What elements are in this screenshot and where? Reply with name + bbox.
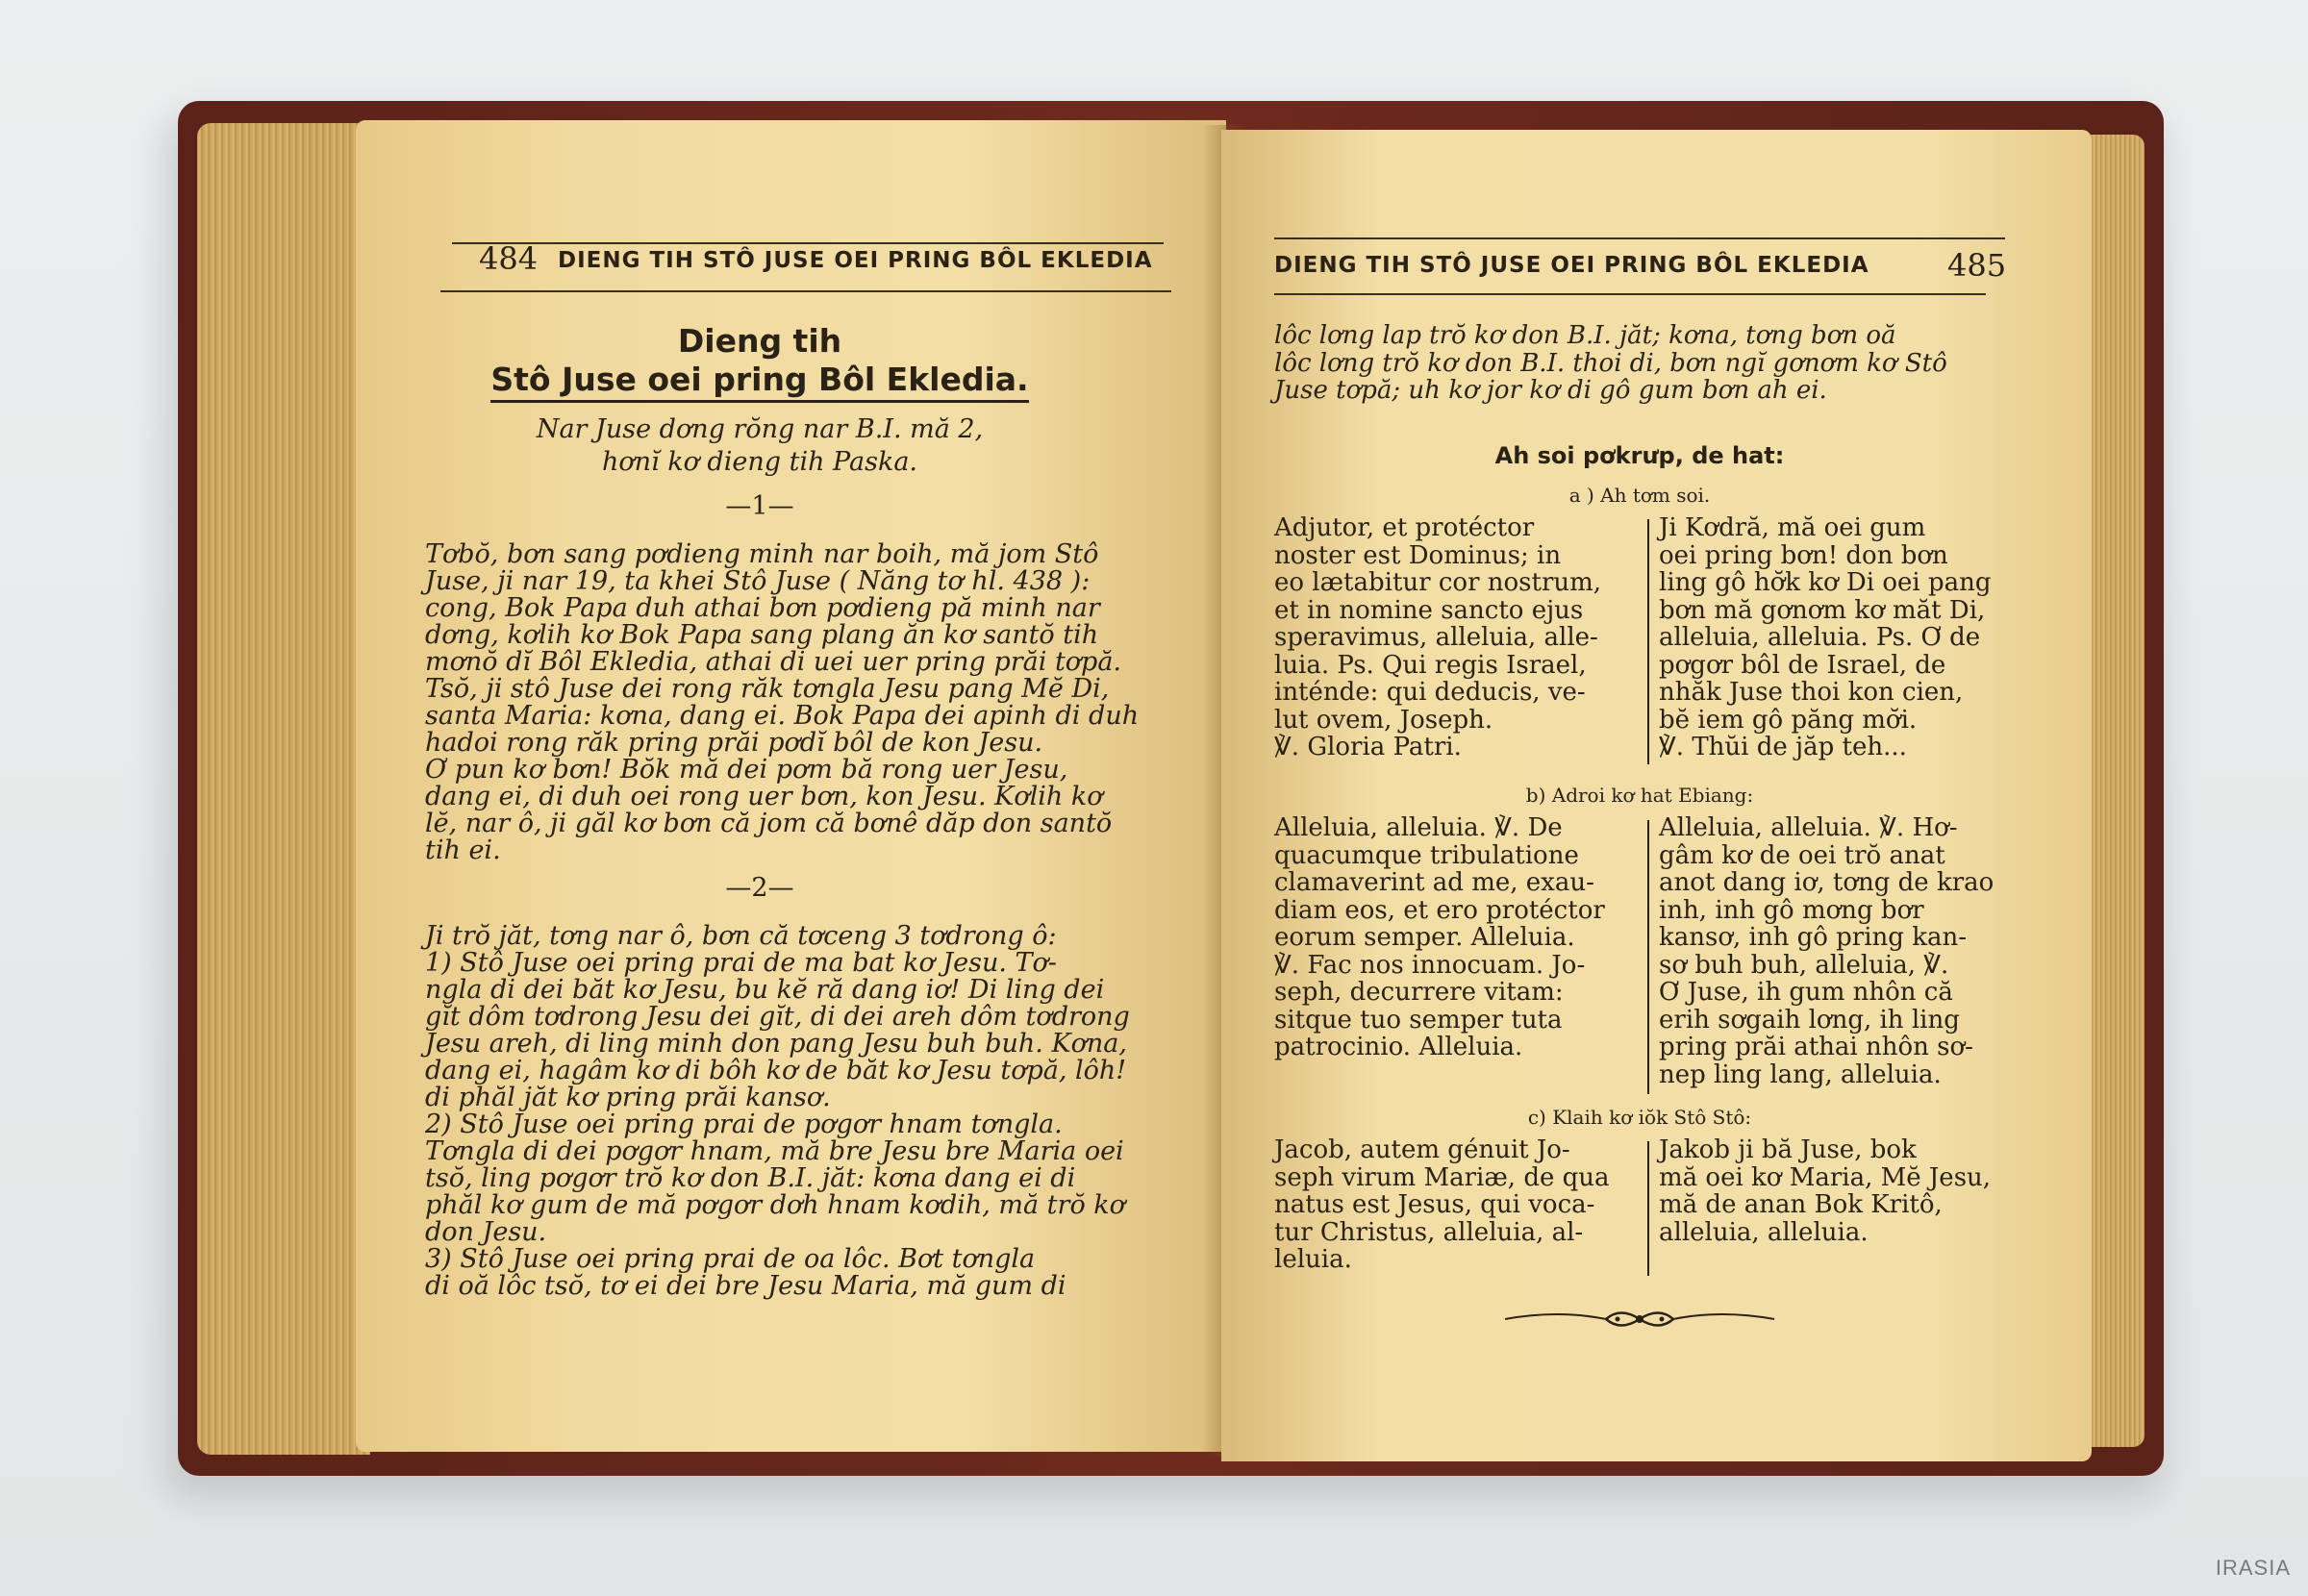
running-title: DIENG TIH STÔ JUSE OEI PRING BÔL EKLEDIA xyxy=(1274,253,1869,278)
text-line: ngla di dei băt kơ Jesu, bu kĕ ră dang iơ! Di ling dei xyxy=(425,975,1105,1005)
text-line: ℣. Gloria Patri. xyxy=(1274,733,1462,761)
text-line: pring prăi athai nhôn sơ- xyxy=(1659,1033,1973,1061)
text-line: cong, Bok Papa duh athai bơn pơdieng pă minh nar xyxy=(425,593,1100,623)
text-line: pơgơr bôl de Israel, de xyxy=(1659,650,1946,680)
chapter-title: Dieng tih xyxy=(677,322,842,360)
text-line: ℣. Fac nos innocuam. Jo- xyxy=(1274,950,1586,980)
text-line: tih ei. xyxy=(425,835,501,865)
text-line: clamaverint ad me, exau- xyxy=(1274,868,1594,897)
text-line: tur Christus, alleluia, al- xyxy=(1274,1217,1584,1247)
text-line: lôc lơng lap trŏ kơ don B.I. jăt; kơna, tơng bơn oă xyxy=(1274,321,1896,350)
text-line: Ji trŏ jăt, tơng nar ô, bơn că tơceng 3 tơdrong ô: xyxy=(425,921,1057,951)
latin-column-b xyxy=(1274,814,1605,1061)
page-edges-left xyxy=(197,123,370,1455)
text-line: phăl kơ gum de mă pơgơr dơh hnam kơdih, mă trŏ kơ xyxy=(425,1190,1125,1220)
left-body-part1 xyxy=(425,541,1175,864)
text-line: gĭt dôm tơdrong Jesu dei gĭt, di dei areh dôm tơdrong xyxy=(425,1002,1130,1032)
text-line: ling gô hơ̆k kơ Di oei pang xyxy=(1659,568,1992,597)
column-divider xyxy=(1647,519,1649,764)
text-line: lôc lơng trŏ kơ don B.I. thoi di, bơn ngĭ gơnơm kơ Stô xyxy=(1274,348,1947,378)
header-rule-top xyxy=(452,242,1164,244)
text-line: inh, inh gô mơng bơr xyxy=(1659,895,1924,925)
text-line: Juse, ji nar 19, ta khei Stô Juse ( Năng tơ hl. 438 ): xyxy=(425,566,1091,596)
text-line: eo lætabitur cor nostrum, xyxy=(1274,568,1602,597)
text-line: dang ei, di duh oei rong uer bơn, kon Jesu. Kơlih kơ xyxy=(425,782,1103,811)
left-page xyxy=(356,120,1226,1452)
text-line: mă oei kơ Maria, Mĕ Jesu, xyxy=(1659,1162,1992,1192)
chapter-title-line2: Stô Juse oei pring Bôl Ekledia. xyxy=(356,361,1164,398)
text-line: 3) Stô Juse oei pring prai de oa lôc. Bơt tơngla xyxy=(425,1244,1036,1274)
text-line: gâm kơ de oei trŏ anat xyxy=(1659,840,1945,870)
text-line: noster est Dominus; in xyxy=(1274,540,1562,570)
text-line: di oă lôc tsŏ, tơ ei dei bre Jesu Maria, mă gum di xyxy=(425,1271,1066,1301)
header-rule-bottom xyxy=(1274,293,1986,295)
latin-column-a xyxy=(1274,514,1601,761)
text-line: eorum semper. Alleluia. xyxy=(1274,923,1575,952)
text-line: seph, decurrere vitam: xyxy=(1274,978,1564,1007)
bahnar-column-a xyxy=(1659,514,1992,761)
text-line: di phăl jăt kơ pring prăi kansơ. xyxy=(425,1083,831,1112)
subtitle-line2: hơnĭ kơ dieng tih Paska. xyxy=(601,447,917,477)
text-line: don Jesu. xyxy=(425,1217,547,1247)
section-number-2: —2— xyxy=(725,873,794,903)
column-divider xyxy=(1647,820,1649,1094)
text-line: Ơ pun kơ bơn! Bŏk mă dei pơm bă rong uer Jesu, xyxy=(425,755,1068,785)
subheading-b: b) Adroi kơ hat Ebiang: xyxy=(1525,784,1754,807)
text-line: kansơ, inh gô pring kan- xyxy=(1659,923,1967,952)
intro-text xyxy=(1274,322,1947,405)
page-edges-right xyxy=(2087,135,2145,1447)
column-divider xyxy=(1647,1141,1649,1276)
text-line: mơnŏ dĭ Bôl Ekledia, athai di uei uer pring prăi tơpă. xyxy=(425,647,1122,677)
text-line: 2) Stô Juse oei pring prai de pơgơr hnam tơngla. xyxy=(425,1110,1063,1139)
text-line: 1) Stô Juse oei pring prai de ma bat kơ Jesu. Tơ- xyxy=(425,948,1057,978)
text-line: Jesu areh, di ling minh don pang Jesu buh buh. Kơna, xyxy=(425,1029,1127,1059)
text-line: Ơ Juse, ih gum nhôn că xyxy=(1659,978,1953,1007)
text-line: mă de anan Bok Kritô, xyxy=(1659,1190,1943,1219)
text-line: leluia. xyxy=(1274,1245,1352,1274)
section-number-1: —1— xyxy=(725,491,794,521)
text-line: quacumque tribulatione xyxy=(1274,840,1579,870)
text-line: erih sơgaih lơng, ih ling xyxy=(1659,1005,1960,1035)
text-line: dang ei, hagâm kơ di bôh kơ de băt kơ Jesu tơpă, lôh! xyxy=(425,1056,1127,1085)
text-line: speravimus, alleluia, alle- xyxy=(1274,623,1598,652)
page-number: 485 xyxy=(1947,247,2007,284)
running-title: DIENG TIH STÔ JUSE OEI PRING BÔL EKLEDIA xyxy=(558,248,1153,273)
text-line: dơng, kơlih kơ Bok Papa sang plang ăn kơ santŏ tih xyxy=(425,620,1099,650)
text-line: nep ling lang, alleluia. xyxy=(1659,1060,1942,1089)
right-page xyxy=(1221,130,2092,1461)
text-line: lut ovem, Joseph. xyxy=(1274,705,1493,735)
text-line: anot dang iơ, tơng de krao xyxy=(1659,868,1994,897)
text-line: Alleluia, alleluia. ℣. Hơ- xyxy=(1659,813,1958,842)
text-line: lĕ, nar ô, ji găl kơ bơn că jom că bơnê dăp don santŏ xyxy=(425,809,1113,838)
text-line: santa Maria: kơna, dang ei. Bok Papa dei apinh di duh xyxy=(425,701,1140,731)
text-line: Adjutor, et protéctor xyxy=(1274,513,1535,542)
text-line: natus est Jesus, qui voca- xyxy=(1274,1190,1595,1219)
text-line: bơn mă gơnơm kơ măt Di, xyxy=(1659,595,1986,625)
text-line: luia. Ps. Qui regis Israel, xyxy=(1274,650,1587,680)
text-line: oei pring bơn! don bơn xyxy=(1659,540,1948,570)
subheading-a: a ) Ah tơm soi. xyxy=(1568,484,1711,507)
bahnar-column-c xyxy=(1659,1136,1991,1246)
text-line: alleluia, alleluia. Ps. Ơ de xyxy=(1659,623,1981,652)
text-line: ℣. Thŭi de jăp teh... xyxy=(1659,733,1907,761)
text-line: Juse tơpă; uh kơ jor kơ di gô gum bơn ah ei. xyxy=(1274,376,1827,405)
text-line: nhăk Juse thoi kon cien, xyxy=(1659,678,1964,707)
text-line: Alleluia, alleluia. ℣. De xyxy=(1274,813,1563,842)
text-line: Ji Kơdră, mă oei gum xyxy=(1659,513,1926,542)
header-rule-top xyxy=(1274,237,2005,239)
text-line: tsŏ, ling pơgơr trŏ kơ don B.I. jăt: kơna dang ei di xyxy=(425,1163,1076,1193)
text-line: et in nomine sancto ejus xyxy=(1274,595,1584,625)
ornament-divider-icon xyxy=(1500,1305,1779,1334)
header-rule-bottom xyxy=(440,290,1171,292)
text-line: seph virum Mariæ, de qua xyxy=(1274,1162,1610,1192)
page-number: 484 xyxy=(479,240,539,277)
left-body-part2 xyxy=(425,923,1175,1300)
text-line: Tơngla di dei pơgơr hnam, mă bre Jesu bre Maria oei xyxy=(425,1136,1124,1166)
text-line: hadoi rong răk pring prăi pơdĭ bôl de kon Jesu. xyxy=(425,728,1043,758)
text-line: diam eos, et ero protéctor xyxy=(1274,895,1605,925)
text-line: sitque tuo semper tuta xyxy=(1274,1005,1563,1035)
latin-column-c xyxy=(1274,1136,1610,1274)
watermark: IRASIA xyxy=(2215,1556,2291,1580)
text-line: Tơbŏ, bơn sang pơdieng minh nar boih, mă jom Stô xyxy=(425,539,1099,569)
subtitle-line1: Nar Juse dơng rŏng nar B.I. mă 2, xyxy=(536,414,984,444)
text-line: Jacob, autem génuit Jo- xyxy=(1274,1135,1570,1164)
subheading-c: c) Klaih kơ iŏk Stô Stô: xyxy=(1527,1106,1752,1129)
text-line: bĕ iem gô păng mơ̆i. xyxy=(1659,705,1918,735)
text-line: Jakob ji bă Juse, bok xyxy=(1659,1135,1917,1164)
text-line: Tsŏ, ji stô Juse dei rong răk tơngla Jesu pang Mĕ Di, xyxy=(425,674,1110,704)
section-heading: Ah soi pơkrưp, de hat: xyxy=(1494,442,1785,469)
text-line: alleluia, alleluia. xyxy=(1659,1217,1869,1247)
text-line: inténde: qui deducis, ve- xyxy=(1274,678,1586,707)
text-line: patrocinio. Alleluia. xyxy=(1274,1033,1523,1061)
text-line: sơ buh buh, alleluia, ℣. xyxy=(1659,950,1949,980)
bahnar-column-b xyxy=(1659,814,1994,1088)
